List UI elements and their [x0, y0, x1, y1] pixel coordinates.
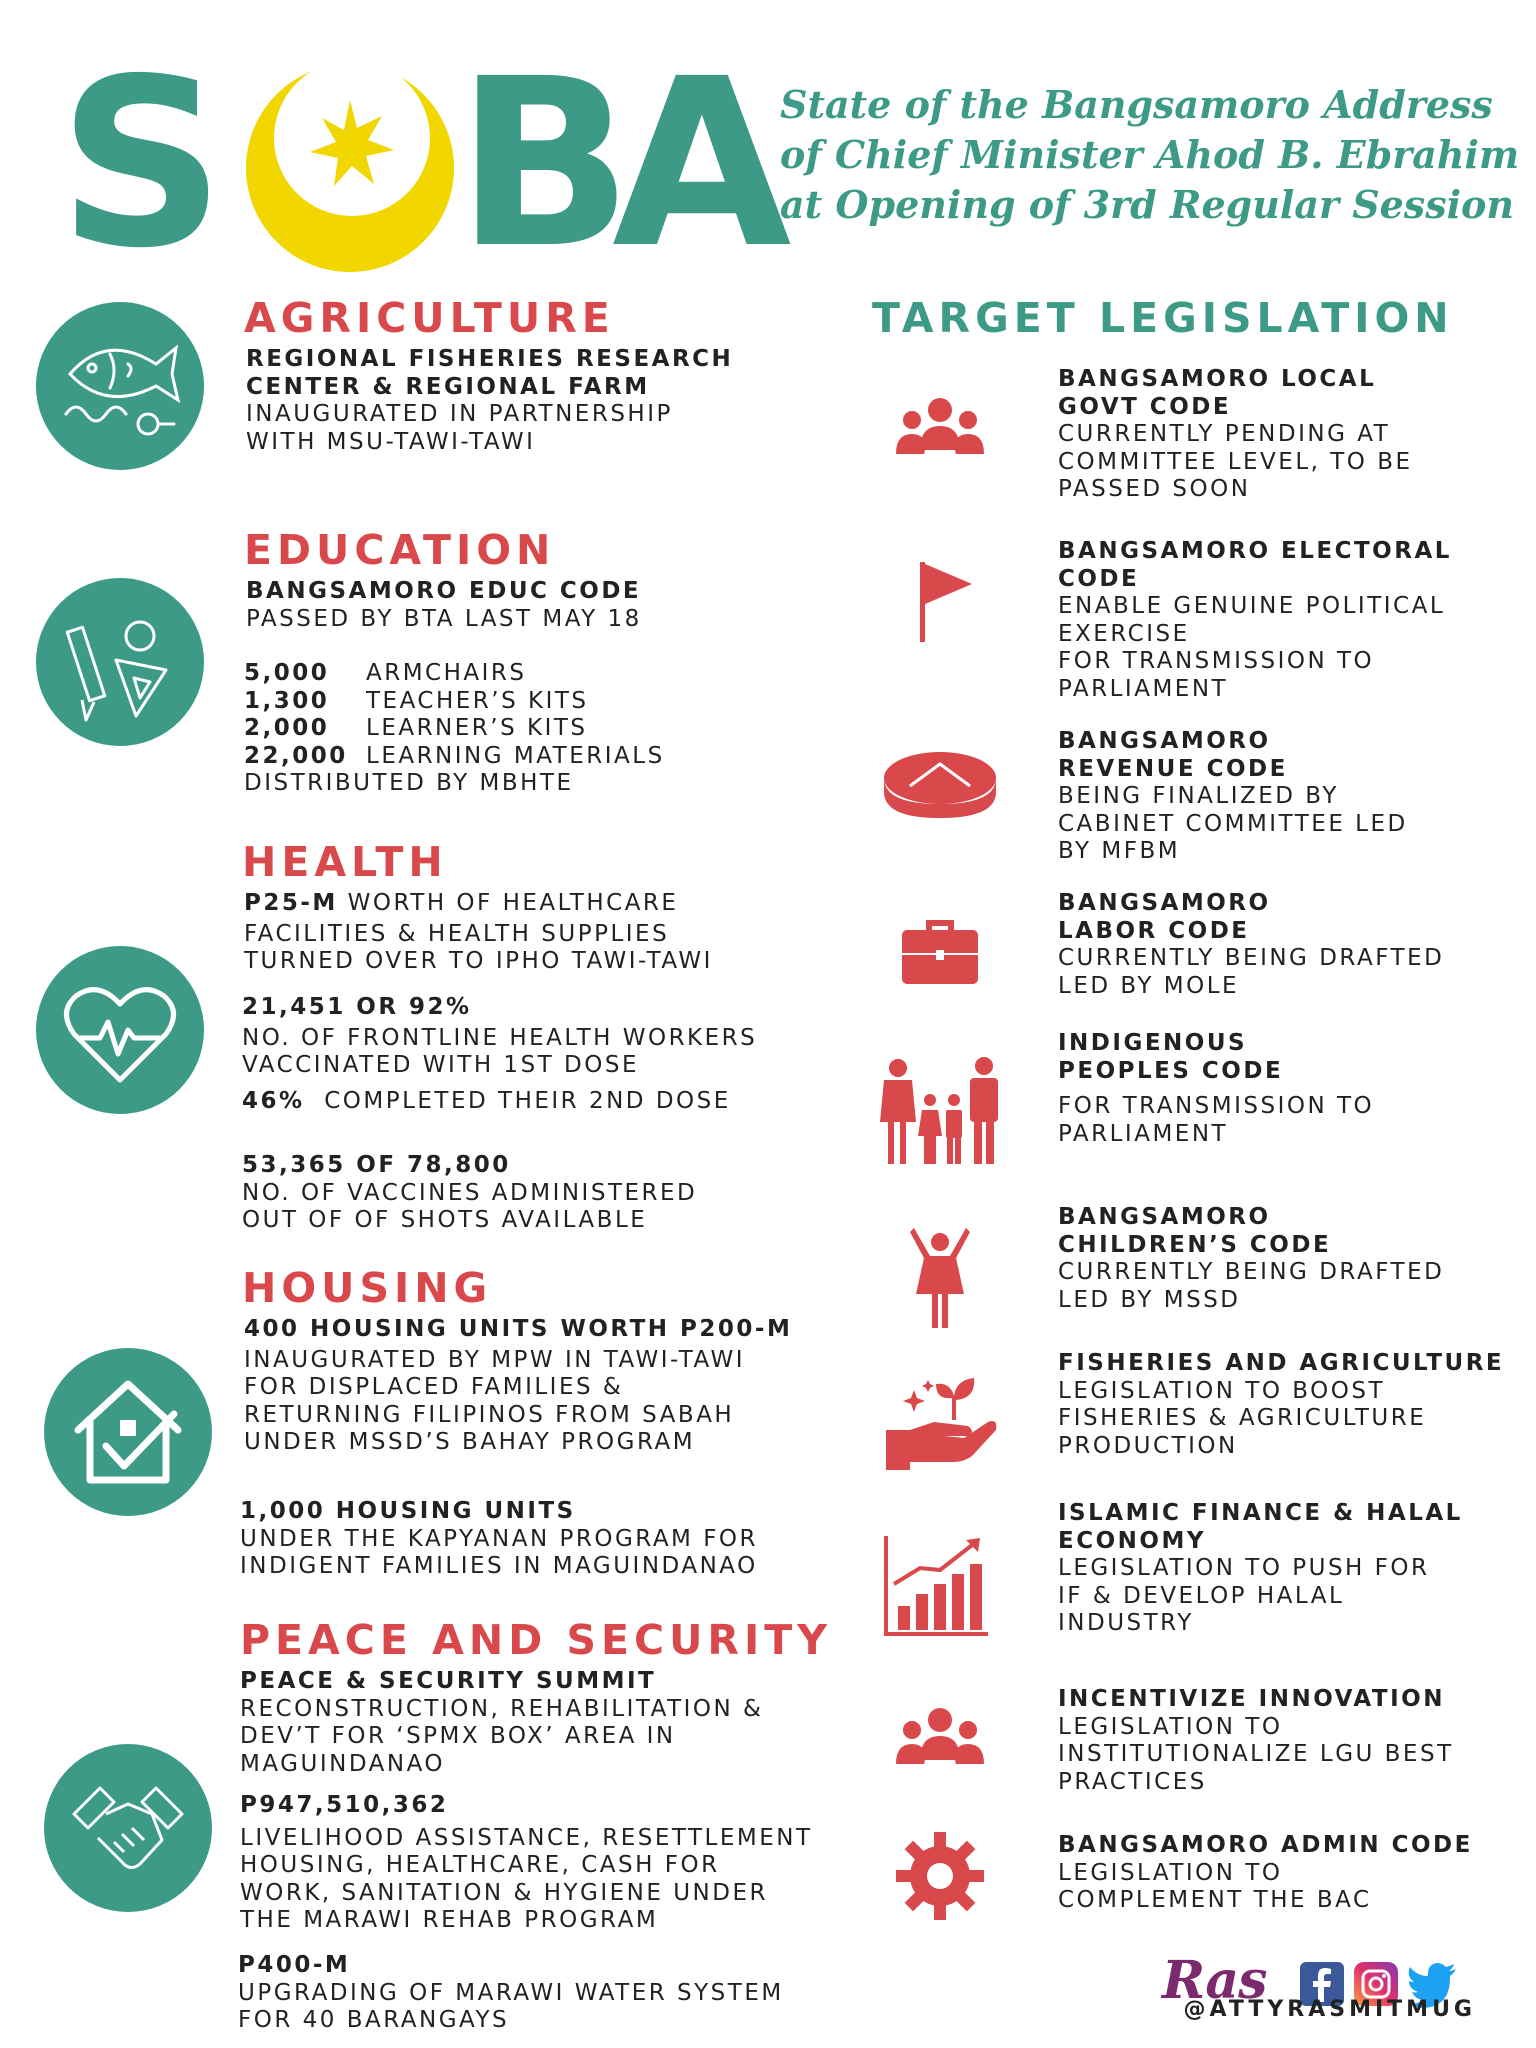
legislation-text-line: LEGISLATION TO BOOST: [1058, 1377, 1385, 1404]
agriculture-bold-line: CENTER & REGIONAL FARM: [246, 373, 650, 400]
section-title-target-legislation: TARGET LEGISLATION: [872, 294, 1454, 342]
legislation-text-line: LED BY MOLE: [1058, 972, 1240, 999]
flag-icon: [890, 552, 990, 652]
health-p4-bold: 53,365 OF 78,800: [242, 1152, 511, 1178]
peace-p2-bold: P947,510,362: [240, 1792, 449, 1818]
pencil-ruler-icon: [36, 578, 204, 746]
peace-p3-line: UPGRADING OF MARAWI WATER SYSTEM: [238, 1979, 784, 2006]
fish-icon: [36, 302, 204, 470]
education-bold: BANGSAMORO EDUC CODE: [246, 578, 642, 604]
peace-p3-bold: P400-M: [238, 1952, 351, 1978]
legislation-title-line: BANGSAMORO ELECTORAL: [1058, 538, 1452, 564]
housing-p1: [244, 1316, 792, 1457]
legislation-text-line: LEGISLATION TO: [1058, 1859, 1283, 1886]
peace-p2-line: LIVELIHOOD ASSISTANCE, RESETTLEMENT: [240, 1824, 813, 1851]
family-icon: [876, 1056, 1006, 1166]
section-title-agriculture: AGRICULTURE: [244, 294, 615, 342]
education-body: [246, 578, 642, 633]
legislation-title-line: BANGSAMORO: [1058, 890, 1271, 916]
item-number: 1,300: [244, 687, 330, 714]
legislation-text-line: FISHERIES & AGRICULTURE: [1058, 1405, 1427, 1431]
legislation-item: [1058, 366, 1413, 504]
legislation-text-line: BEING FINALIZED BY: [1058, 783, 1339, 809]
housing-p1-line: INAUGURATED BY MPW IN TAWI-TAWI: [244, 1346, 745, 1373]
housing-p1-line: FOR DISPLACED FAMILIES &: [244, 1374, 624, 1400]
item-label: TEACHER’S KITS: [366, 687, 589, 714]
housing-p1-line: RETURNING FILIPINOS FROM SABAH: [244, 1401, 735, 1428]
item-number: 22,000: [244, 742, 348, 769]
health-p4: [242, 1152, 697, 1235]
peace-p1-line: MAGUINDANAO: [240, 1750, 445, 1777]
legislation-title-line: LABOR CODE: [1058, 917, 1250, 944]
legislation-text-line: IF & DEVELOP HALAL: [1058, 1582, 1345, 1609]
people-group-icon: [890, 1690, 990, 1790]
legislation-text-line: LEGISLATION TO: [1058, 1713, 1283, 1740]
social-handle[interactable]: @ATTYRASMITMUG: [1183, 1997, 1476, 2022]
legislation-text-line: FOR TRANSMISSION TO: [1058, 648, 1375, 674]
legislation-item: [1058, 1204, 1444, 1314]
item-label: LEARNER’S KITS: [366, 715, 588, 741]
brand-logo: Ras: [1162, 1950, 1267, 2011]
health-p2-line: VACCINATED WITH 1ST DOSE: [242, 1052, 639, 1078]
briefcase-icon: [890, 898, 990, 998]
house-check-icon: [44, 1348, 212, 1516]
legislation-text-line: COMPLEMENT THE BAC: [1058, 1887, 1372, 1913]
subtitle-line: State of the Bangsamoro Address: [780, 82, 1493, 127]
item-number: 2,000: [244, 715, 330, 741]
health-p1-line: FACILITIES & HEALTH SUPPLIES: [244, 920, 670, 947]
legislation-text-line: CURRENTLY BEING DRAFTED: [1058, 945, 1445, 971]
growth-chart-icon: [880, 1530, 990, 1640]
health-p3: [242, 1088, 731, 1116]
legislation-text-line: CURRENTLY PENDING AT: [1058, 421, 1391, 447]
legislation-title-line: CODE: [1058, 565, 1140, 592]
legislation-text-line: EXERCISE: [1058, 620, 1190, 647]
section-title-peace: PEACE AND SECURITY: [240, 1616, 832, 1664]
peace-p1-bold: PEACE & SECURITY SUMMIT: [240, 1668, 657, 1694]
legislation-text-line: INDUSTRY: [1058, 1610, 1194, 1636]
gear-icon: [890, 1826, 990, 1926]
legislation-item: [1058, 728, 1408, 866]
health-p2-line: NO. OF FRONTLINE HEALTH WORKERS: [242, 1024, 758, 1051]
item-label: ARMCHAIRS: [366, 660, 527, 686]
legislation-title-line: ISLAMIC FINANCE & HALAL: [1058, 1500, 1463, 1526]
legislation-title-line: INCENTIVIZE INNOVATION: [1058, 1686, 1445, 1712]
legislation-text-line: LEGISLATION TO PUSH FOR: [1058, 1555, 1430, 1581]
housing-p2-line: INDIGENT FAMILIES IN MAGUINDANAO: [240, 1553, 758, 1579]
legislation-text-line: CURRENTLY BEING DRAFTED: [1058, 1259, 1445, 1285]
health-p2-bold: 21,451 OR 92%: [242, 994, 472, 1020]
education-items: [244, 660, 665, 798]
health-p3-rest: COMPLETED THEIR 2ND DOSE: [324, 1088, 731, 1114]
health-p1-bold: P25-M: [244, 890, 338, 916]
logo-letter-s: S: [58, 29, 222, 299]
legislation-text-line: COMMITTEE LEVEL, TO BE: [1058, 448, 1413, 475]
legislation-text-line: BY MFBM: [1058, 838, 1181, 864]
legislation-title-line: FISHERIES AND AGRICULTURE: [1058, 1350, 1505, 1376]
health-p1: [244, 890, 713, 976]
peace-p2-line: THE MARAWI REHAB PROGRAM: [240, 1907, 659, 1933]
agriculture-text-line: WITH MSU-TAWI-TAWI: [246, 428, 536, 455]
legislation-title-line: BANGSAMORO: [1058, 728, 1271, 754]
legislation-title-line: PEOPLES CODE: [1058, 1057, 1284, 1084]
logo-letter-b: B: [456, 29, 629, 299]
peace-p2: [240, 1792, 813, 1935]
crescent-star-icon: [240, 58, 460, 278]
peace-p2-line: WORK, SANITATION & HYGIENE UNDER: [240, 1879, 768, 1906]
agriculture-text-line: INAUGURATED IN PARTNERSHIP: [246, 401, 673, 427]
legislation-title-line: GOVT CODE: [1058, 393, 1232, 420]
section-title-health: HEALTH: [242, 838, 448, 886]
subtitle-line: at Opening of 3rd Regular Session: [780, 182, 1515, 227]
education-footer: DISTRIBUTED BY MBHTE: [244, 770, 574, 796]
list-item: [244, 743, 665, 771]
legislation-title-line: BANGSAMORO: [1058, 1204, 1271, 1230]
legislation-item: [1058, 1686, 1454, 1796]
peace-p2-line: HOUSING, HEALTHCARE, CASH FOR: [240, 1852, 720, 1878]
housing-p1-bold: 400 HOUSING UNITS WORTH P200-M: [244, 1316, 793, 1342]
housing-p1-line: UNDER MSSD’S BAHAY PROGRAM: [244, 1429, 696, 1455]
coin-icon: [880, 738, 1000, 838]
agriculture-bold-line: REGIONAL FISHERIES RESEARCH: [246, 346, 734, 372]
legislation-item: [1058, 1500, 1463, 1638]
legislation-text-line: PARLIAMENT: [1058, 1120, 1229, 1147]
housing-p2-line: UNDER THE KAPYANAN PROGRAM FOR: [240, 1525, 759, 1552]
health-p1-rest: WORTH OF HEALTHCARE: [347, 890, 679, 916]
legislation-title-line: CHILDREN’S CODE: [1058, 1231, 1332, 1258]
legislation-text-line: PRODUCTION: [1058, 1432, 1238, 1459]
handshake-icon: [44, 1744, 212, 1912]
legislation-text-line: FOR TRANSMISSION TO: [1058, 1093, 1375, 1119]
legislation-item: [1058, 890, 1444, 1000]
housing-p2: [240, 1498, 758, 1581]
legislation-item: [1058, 1030, 1374, 1148]
health-p1-line: TURNED OVER TO IPHO TAWI-TAWI: [244, 948, 713, 974]
health-p3-bold: 46%: [242, 1088, 305, 1114]
item-number: 5,000: [244, 660, 330, 686]
legislation-title-line: REVENUE CODE: [1058, 755, 1288, 782]
legislation-item: [1058, 538, 1452, 703]
agriculture-body: [246, 346, 733, 456]
legislation-text-line: CABINET COMMITTEE LED: [1058, 810, 1408, 837]
hand-plant-icon: [884, 1370, 1000, 1474]
legislation-text-line: INSTITUTIONALIZE LGU BEST: [1058, 1741, 1454, 1767]
health-p4-line: OUT OF OF SHOTS AVAILABLE: [242, 1207, 648, 1233]
peace-p3: [238, 1952, 784, 2035]
legislation-item: [1058, 1832, 1473, 1915]
housing-p2-bold: 1,000 HOUSING UNITS: [240, 1498, 576, 1524]
legislation-text-line: PASSED SOON: [1058, 476, 1251, 502]
peace-p1-line: RECONSTRUCTION, REHABILITATION &: [240, 1695, 764, 1722]
legislation-title-line: ECONOMY: [1058, 1527, 1206, 1554]
item-label: LEARNING MATERIALS: [366, 742, 665, 769]
list-item: [244, 660, 665, 688]
child-icon: [900, 1226, 980, 1330]
health-p4-line: NO. OF VACCINES ADMINISTERED: [242, 1179, 698, 1206]
peace-p1-line: DEV’T FOR ‘SPMX BOX’ AREA IN: [240, 1723, 676, 1749]
list-item: [244, 715, 665, 743]
list-item: [244, 688, 665, 716]
peace-p1: [240, 1668, 763, 1778]
health-p2: [242, 994, 757, 1080]
legislation-item: [1058, 1350, 1504, 1460]
legislation-title-line: INDIGENOUS: [1058, 1030, 1248, 1056]
education-text: PASSED BY BTA LAST MAY 18: [246, 605, 642, 632]
header-subtitle: [780, 80, 1520, 230]
legislation-text-line: PARLIAMENT: [1058, 675, 1229, 702]
legislation-title-line: BANGSAMORO LOCAL: [1058, 366, 1377, 392]
people-group-icon: [890, 380, 990, 480]
logo-letter-a: A: [612, 29, 788, 299]
peace-p3-line: FOR 40 BARANGAYS: [238, 2007, 510, 2033]
legislation-text-line: ENABLE GENUINE POLITICAL: [1058, 593, 1446, 619]
section-title-housing: HOUSING: [242, 1264, 493, 1312]
section-title-education: EDUCATION: [244, 526, 556, 574]
legislation-text-line: LED BY MSSD: [1058, 1286, 1241, 1313]
legislation-text-line: PRACTICES: [1058, 1768, 1207, 1795]
subtitle-line: of Chief Minister Ahod B. Ebrahim: [780, 132, 1520, 177]
heart-pulse-icon: [36, 946, 204, 1114]
legislation-title-line: BANGSAMORO ADMIN CODE: [1058, 1832, 1473, 1858]
